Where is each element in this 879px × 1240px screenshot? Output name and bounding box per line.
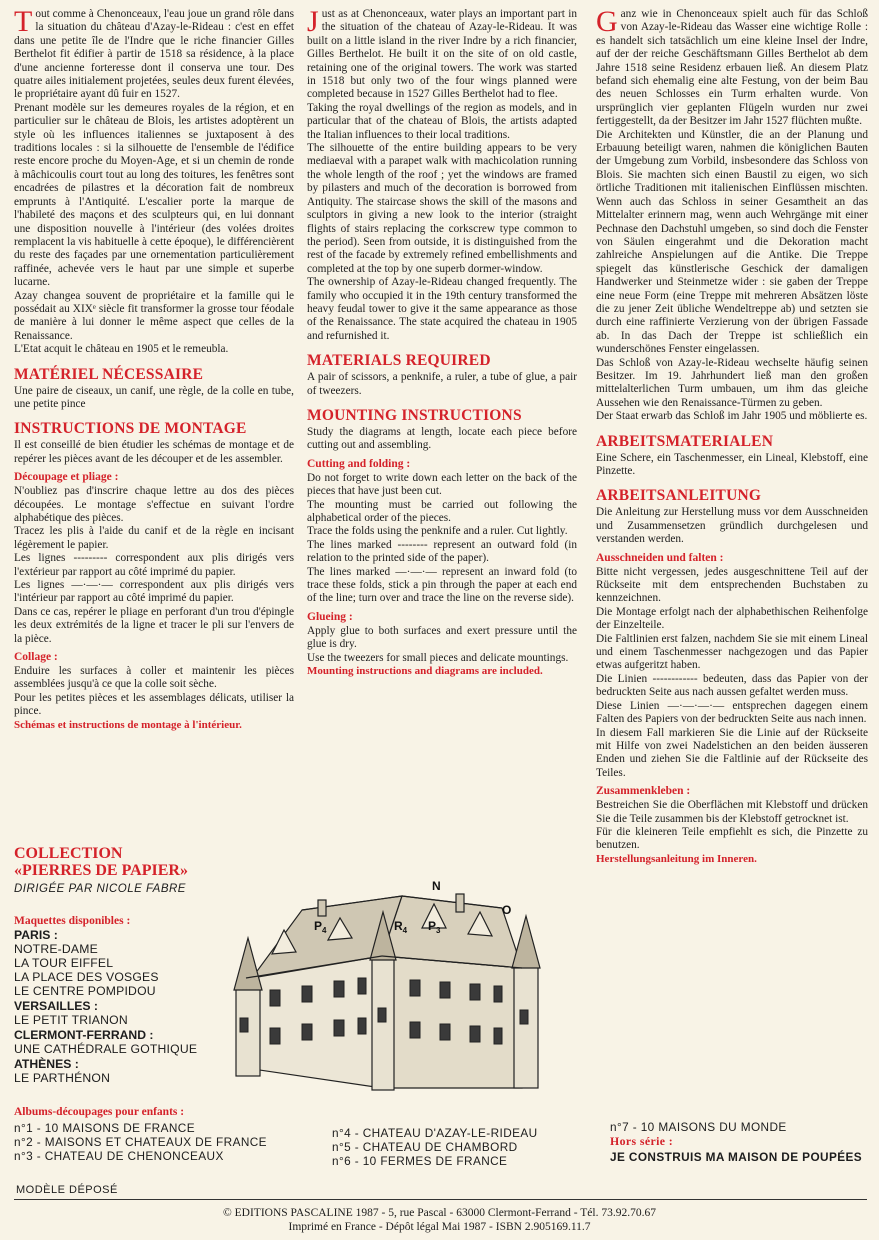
city-name: PARIS :: [14, 928, 58, 942]
cutting-text: Diese Linien —·—·—·— entsprechen dagegen einem Falten des Papiers von der bedruckten Seite aus nach innen.: [596, 699, 868, 726]
piece-label-n: N: [432, 879, 441, 893]
glueing-text: Use the tweezers for small pieces and delicate mountings.: [307, 651, 569, 664]
glueing-text: Enduire les surfaces à coller et maintenir les pièces assemblées jusqu'à ce que la colle soit sèche.: [14, 665, 294, 691]
castle-illustration: [232, 838, 584, 1110]
cutting-text: Die Linien ------------ bedeuten, dass das Papier von der bedruckten Seite aus nach aussen gefaltet werden muss.: [596, 672, 868, 699]
english-column: [307, 5, 577, 678]
drop-cap: J: [307, 5, 319, 38]
album-item: n°1 - 10 MAISONS DE FRANCE: [14, 1121, 195, 1135]
publisher-footer: [0, 1206, 879, 1234]
materials-heading: MATÉRIEL NÉCESSAIRE: [14, 365, 204, 383]
materials-heading: MATERIALS REQUIRED: [307, 352, 491, 370]
cutting-text: Die Montage erfolgt nach der alphabethischen Reihenfolge der Einzelteile.: [596, 605, 868, 632]
cutting-text: Les lignes —·—·— correspondent aux plis dirigés vers l'intérieur par rapport au côté imprimé du papier.: [14, 579, 294, 605]
cutting-text: In diesem Fall markieren Sie die Linie auf der Rückseite mit Hilfe von zwei Nadelstichen an den beiden äusseren Enden und ziehen Sie die Faltlinie auf der Rückseite des Teiles.: [596, 726, 868, 779]
cutting-text: Trace the folds using the penknife and a ruler. Cut lightly.: [307, 525, 568, 538]
history-paragraph: Prenant modèle sur les demeures royales de la région, et en particulier sur le château de Blois, les artistes adoptèrent un style où les influences italiennes se juxtaposent à des traditions locales : si la silhouette de l'ensemble de l'édifice reste encore proche du Moyen-Age, et si un chemin de ronde à mâchicoulis court tout au long des toitures, les fenêtres sont encadrées de pilastres et la décoration fait de nombreux emprunts à l'Antiquité. L'escalier porte la marque de l'habileté des maçons et des sculpteurs qui, en lui donnant une disposition nouvelle à l'intérieur (des volées droites remplacent la vis habituelle à cette époque), le différencièrent du reste des façades par une ornementation particulièrement raffinée, achevée vers le haut par une simple et superbe lucarne.: [14, 101, 294, 289]
city-name: ATHÈNES :: [14, 1057, 79, 1071]
glueing-text: Apply glue to both surfaces and exert pressure until the glue is dry.: [307, 624, 577, 651]
glueing-text: Bestreichen Sie die Oberflächen mit Klebstoff und drücken Sie die Teile zusammen bis der Klebstoff getrocknet ist.: [596, 799, 868, 825]
inside-note: Schémas et instructions de montage à l'intérieur.: [14, 718, 242, 731]
glueing-text: Pour les petites pièces et les assemblages délicats, utiliser la pince.: [14, 691, 294, 718]
album-item: n°3 - CHATEAU DE CHENONCEAUX: [14, 1149, 224, 1163]
intro-paragraph: Tout comme à Chenonceaux, l'eau joue un grand rôle dans la situation du château d'Azay-le-Rideau : c'est en effet dans une petite île de l'Indre que le riche financier Gilles Berthelot fit édifier à partir de 1518 sa résidence, à la place d'une ancienne forteresse dont il conserva une tour. Des quatre ailes initialement projetées, seules deux furent élevées, le propriétaire ayant dû fuir en 1527.: [14, 5, 294, 101]
piece-label-p4: $P_4$: [314, 919, 327, 935]
history-paragraph: Azay changea souvent de propriétaire et la famille qui le possédait au XIXᵉ siècle fit transformer la grosse tour féodale de manière à lui donner le même aspect que celles de la Renaissance.: [14, 289, 294, 342]
city-group: [14, 928, 224, 998]
cutting-text: Les lignes --------- correspondent aux plis dirigés vers l'extérieur par rapport au côté imprimé du papier.: [14, 552, 294, 578]
model-item: LA PLACE DES VOSGES: [14, 970, 159, 984]
materials-heading: ARBEITSMATERIALEN: [596, 432, 774, 450]
history-paragraph: Die Architekten und Künstler, die an der Planung und Erbauung beteiligt waren, nahmen die königlichen Bauten der Umgebung zum Vorbild, insbesondere das Schloss von Blois. Sie machten sich einen Baustil zu eigen, wo sich örtliche Traditionen mit italienischen Einflüssen mischten. Wenn auch das Schloss in seiner Gesamtheit an das Mittelalter erinnern mag, wenn auch Wehrgänge mit einer Pechnase den Dachstuhl umgeben, so sind doch die Fenster von Säulen eingerahmt und die Dekoration macht zahlreiche Anspielungen auf die Antike. Die Treppe spiegelt das künstlerische Geschick der damaligen Handwerker und Steinmetze wider : sie gaben der Treppe eine neue Form (eine Treppe mit mehreren Absätzen löste die zu jener Zeit übliche Wendeltreppe ab) und setzten sie durch eine raffinierte Verzierung von der übrigen Fassade ab. In das Dach der Treppe ist schließlich ein wunderschönes Fenster eingelassen.: [596, 128, 868, 356]
history-paragraph: The silhouette of the entire building appears to be very mediaeval with a parapet walk with machicolation running the whole length of the roof ; yet the windows are framed by pilasters and much of the decoration is borrowed from Antiquity. The staircase shows the skill of the masons and sculptors in giving a new look to the interior (straight flights of stairs replacing the corkscrew type common to the period). Seen from outside, it is distinguished from the rest of the facade by extremely refined embellishments and completed at the top by one superb dormer-window.: [307, 142, 577, 275]
albums-list: [332, 1126, 538, 1168]
cutting-text: The lines marked -------- represent an outward fold (in relation to the printed side of the paper).: [307, 538, 577, 565]
materials-text: Eine Schere, ein Taschenmesser, ein Lineal, Klebstoff, eine Pinzette.: [596, 451, 868, 477]
cutting-heading: Découpage et pliage :: [14, 471, 119, 484]
glueing-heading: Collage :: [14, 651, 58, 664]
instructions-heading: ARBEITSANLEITUNG: [596, 487, 762, 505]
cutting-text: Die Faltlinien erst falzen, nachdem Sie sie mit einem Lineal und einem Taschenmesser nachgezogen und das Papier etwas aufgeritzt haben.: [596, 632, 868, 672]
city-name: VERSAILLES :: [14, 999, 98, 1013]
album-item: n°2 - MAISONS ET CHATEAUX DE FRANCE: [14, 1135, 267, 1149]
german-column: [596, 5, 868, 866]
history-paragraph: L'Etat acquit le château en 1905 et le remeubla.: [14, 343, 229, 356]
glueing-heading: Zusammenkleben :: [596, 785, 691, 798]
cutting-heading: Cutting and folding :: [307, 457, 411, 470]
piece-label-r4: $R_4$: [394, 919, 408, 935]
inside-note: Mounting instructions and diagrams are included.: [307, 665, 543, 678]
model-item: LE CENTRE POMPIDOU: [14, 984, 156, 998]
glueing-heading: Glueing :: [307, 610, 353, 623]
collection-block: [14, 845, 224, 1085]
cutting-text: Dans ce cas, repérer le pliage en perforant d'un trou d'épingle les deux extrémités de la ligne et tracer le pli sur l'envers de la pièce.: [14, 605, 294, 645]
albums-list: [14, 1121, 267, 1163]
drop-cap: T: [14, 5, 33, 38]
albums-heading: Albums-découpages pour enfants :: [14, 1106, 185, 1118]
album-item: n°6 - 10 FERMES DE FRANCE: [332, 1154, 508, 1168]
instructions-text: Study the diagrams at length, locate each piece before cutting out and assembling.: [307, 425, 577, 452]
publisher-line: © EDITIONS PASCALINE 1987 - 5, rue Pascal - 63000 Clermont-Ferrand - Tél. 73.92.70.67: [223, 1207, 656, 1219]
instructions-heading: MOUNTING INSTRUCTIONS: [307, 406, 522, 424]
cutting-text: The mounting must be carried out following the alphabetical order of the pieces.: [307, 498, 577, 524]
cutting-text: Bitte nicht vergessen, jedes ausgeschnittene Teil auf der Rückseite mit dem entsprechenden Buchstaben zu kennzeichnen.: [596, 565, 868, 605]
models-heading: Maquettes disponibles :: [14, 915, 131, 927]
model-item: UNE CATHÉDRALE GOTHIQUE: [14, 1042, 198, 1056]
special-series-label: Hors série :: [610, 1134, 674, 1148]
album-item: n°4 - CHATEAU D'AZAY-LE-RIDEAU: [332, 1126, 538, 1140]
cutting-heading: Ausschneiden und falten :: [596, 551, 724, 564]
registered-design-note: MODÈLE DÉPOSÉ: [16, 1184, 118, 1196]
instructions-text: Die Anleitung zur Herstellung muss vor dem Ausschneiden und Zusammensetzen gründlich durchgelesen und verstanden werden.: [596, 506, 868, 546]
cutting-text: N'oubliez pas d'inscrire chaque lettre au dos des pièces découpées. Le montage s'effectue en suivant l'ordre alphabétique des pièces.: [14, 485, 294, 524]
collection-title: COLLECTION «PIERRES DE PAPIER»: [14, 845, 188, 879]
intro-paragraph: Just as at Chenonceaux, water plays an important part in the situation of the chateau of Azay-le-Rideau. It was built on a little island in the river Indre by a rich financier, Gilles Berthelot. He built it on the site of on old castle, retaining one of the original towers. The work was started in 1518 but only two of the four wings planned were completed because in 1527 Gilles Berthelot had to flee.: [307, 5, 577, 101]
city-group: [14, 1028, 224, 1056]
album-item: n°5 - CHATEAU DE CHAMBORD: [332, 1140, 518, 1154]
history-paragraph: Das Schloß von Azay-le-Rideau wechselte häufig seinen Besitzer. Im 19. Jahrhundert ließ man den großen mittelalterlichen Turm umbauen, um ihm das gleiche Aussehen wie den Renaissance-Türmen zu geben.: [596, 356, 868, 409]
city-group: [14, 999, 224, 1027]
city-group: [14, 1057, 224, 1085]
footer-divider: [14, 1199, 867, 1200]
album-item: n°7 - 10 MAISONS DU MONDE: [610, 1120, 787, 1134]
model-item: NOTRE-DAME: [14, 942, 98, 956]
intro-paragraph: Ganz wie in Chenonceaux spielt auch für das Schloß von Azay-le-Rideau das Wasser eine wichtige Rolle : es handelt sich tatsächlich um eine kleine Insel der Indre, auf der der reiche Geschäftsmann Gilles Berthelot ab dem Jahre 1518 seine Residenz erbauen ließ. An diesem Platz befand sich ehemalig eine alte Festung, von der beim Bau des neuen Schlosses ein Turm erhalten wurde. Von ursprünglich vier geplanten Flügeln wurden nur zwei fertiggestellt, da der Besitzer im Jahr 1527 flüchten mußte.: [596, 5, 868, 128]
french-column: [14, 5, 294, 732]
piece-label-p3: $P_3$: [428, 919, 441, 935]
materials-text: A pair of scissors, a penknife, a ruler, a tube of glue, a pair of tweezers.: [307, 371, 577, 397]
model-item: LE PETIT TRIANON: [14, 1013, 128, 1027]
collection-director: DIRIGÉE PAR NICOLE FABRE: [14, 883, 186, 895]
cutting-text: The lines marked —·—·— represent an inward fold (to trace these folds, stick a pin through the paper at each end of the line; turn over and trace the line on the reverse side).: [307, 565, 577, 605]
cutting-text: Do not forget to write down each letter on the back of the pieces that have just been cut.: [307, 471, 577, 498]
inside-note: Herstellungsanleitung im Inneren.: [596, 852, 757, 865]
model-item: LA TOUR EIFFEL: [14, 956, 114, 970]
albums-list: [610, 1120, 862, 1164]
materials-text: Une paire de ciseaux, un canif, une règle, de la colle en tube, une petite pince: [14, 384, 294, 410]
piece-label-o: O: [502, 903, 512, 917]
history-paragraph: The ownership of Azay-le-Rideau changed frequently. The family who occupied it in the 19th century transformed the heavy feudal tower to give it the same appearance as those of the Renaissance. The state acquired the chateau in 1905 and refurnished it.: [307, 276, 577, 342]
cutting-text: Tracez les plis à l'aide du canif et de la règle en incisant légèrement le papier.: [14, 525, 294, 551]
special-series-item: JE CONSTRUIS MA MAISON DE POUPÉES: [610, 1150, 863, 1164]
model-item: LE PARTHÉNON: [14, 1071, 111, 1085]
history-paragraph: Der Staat erwarb das Schloß im Jahr 1905 und möblierte es.: [596, 410, 868, 423]
instructions-text: Il est conseillé de bien étudier les schémas de montage et de repérer les pièces avant de les découper et de les assembler.: [14, 439, 294, 465]
city-name: CLERMONT-FERRAND :: [14, 1028, 154, 1042]
legal-line: Imprimé en France - Dépôt légal Mai 1987 - ISBN 2.905169.11.7: [288, 1221, 591, 1233]
instructions-heading: INSTRUCTIONS DE MONTAGE: [14, 420, 247, 438]
history-paragraph: Taking the royal dwellings of the region as models, and in particular that of the chateau of Blois, the artists adapted the Italian influences to their local traditions.: [307, 101, 577, 141]
drop-cap: G: [596, 5, 618, 38]
glueing-text: Für die kleineren Teile empfiehlt es sich, die Pinzette zu benutzen.: [596, 825, 868, 852]
